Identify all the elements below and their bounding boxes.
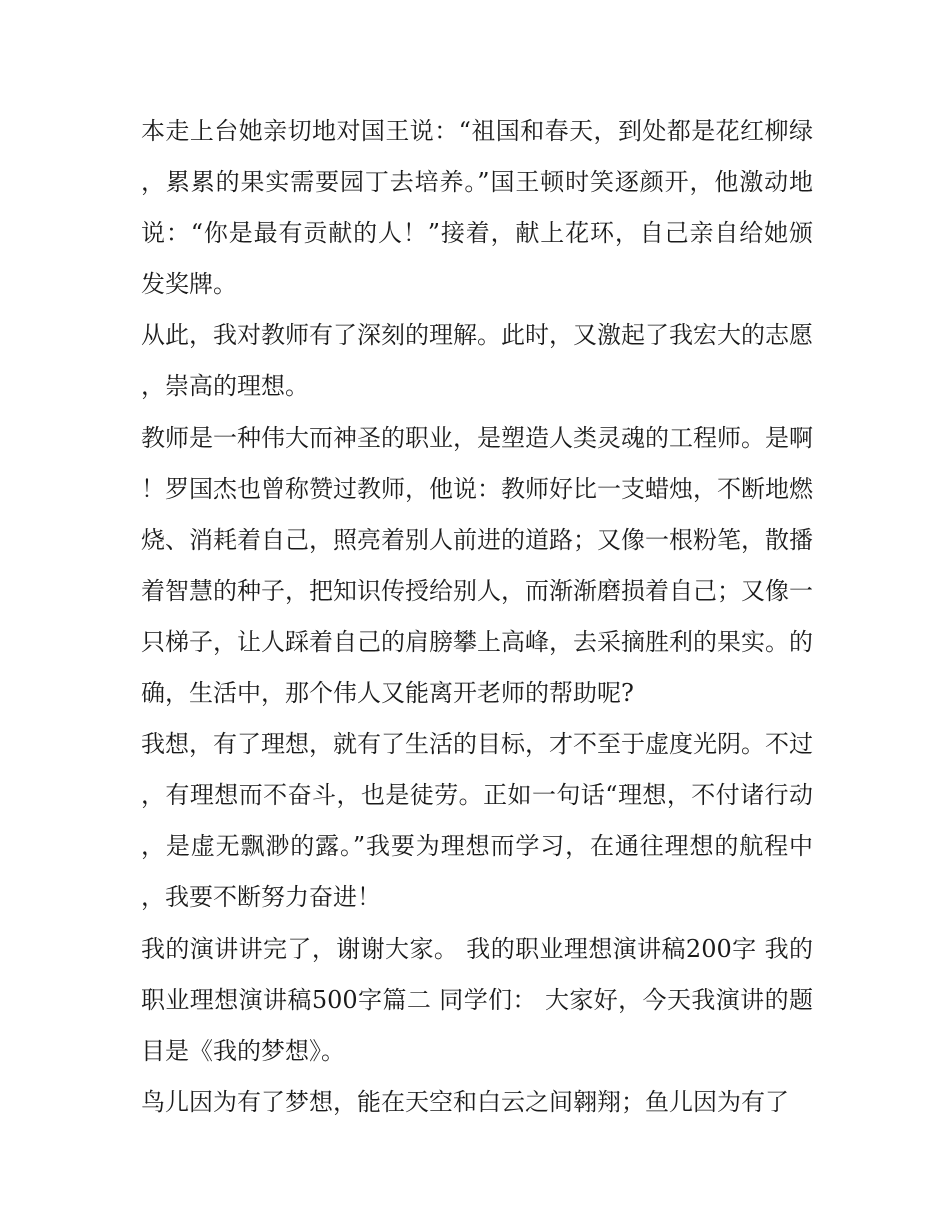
paragraph-3: 教师是一种伟大而神圣的职业，是塑造人类灵魂的工程师。是啊！罗国杰也曾称赞过教师，他说：教师好比一支蜡烛，不断地燃烧、消耗着自己，照亮着别人前进的道路；又像一根粉笔，散播着智慧的种子，把知识传授给别人，而渐渐磨损着自己；又像一只梯子，让人踩着自己的肩膀攀上高峰，去采摘胜利的果实。的确，生活中，那个伟人又能离开老师的帮助呢? bbox=[141, 423, 813, 708]
paragraph-5: 我的演讲讲完了，谢谢大家。 我的职业理想演讲稿200字 我的职业理想演讲稿500字篇二 同学们： 大家好，今天我演讲的题目是《我的梦想》。 bbox=[141, 934, 813, 1065]
paragraph-6: 鸟儿因为有了梦想，能在天空和白云之间翱翔；鱼儿因为有了 bbox=[141, 1087, 789, 1116]
paragraph-4: 我想，有了理想，就有了生活的目标，才不至于虚度光阴。不过，有理想而不奋斗，也是徒劳。正如一句话“理想，不付诸行动，是虚无飘渺的露。”我要为理想而学习，在通往理想的航程中，我要不断努力奋进！ bbox=[141, 730, 813, 912]
paragraph-1: 本走上台她亲切地对国王说：“祖国和春天，到处都是花红柳绿，累累的果实需要园丁去培养。”国王顿时笑逐颜开，他激动地说：“你是最有贡献的人！”接着，献上花环，自己亲自给她颁发奖牌。 bbox=[141, 117, 813, 299]
document-body bbox=[141, 106, 813, 1128]
paragraph-2: 从此，我对教师有了深刻的理解。此时，又激起了我宏大的志愿，崇高的理想。 bbox=[141, 321, 813, 401]
